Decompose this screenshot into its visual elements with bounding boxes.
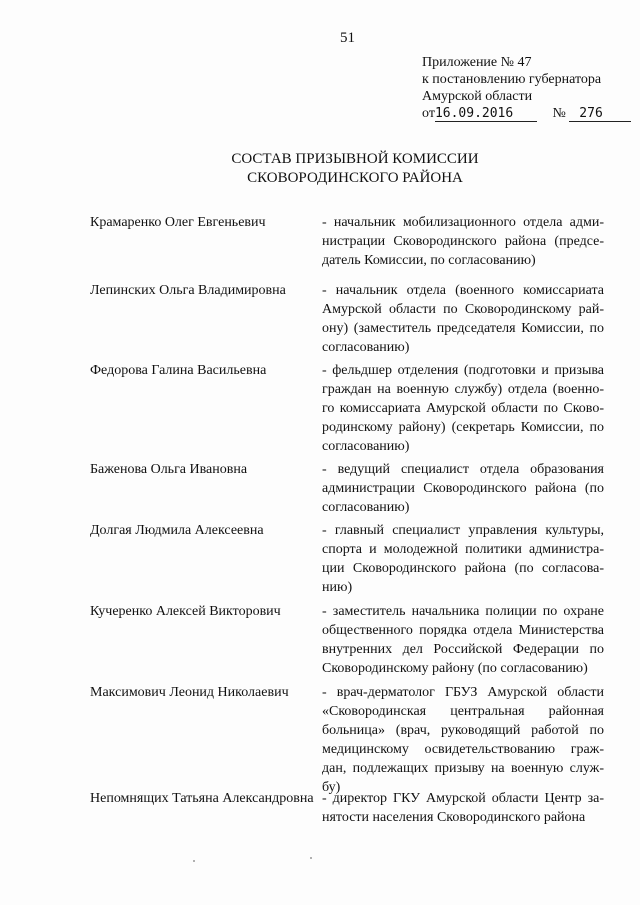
- member-role-line: «Сковородинская центральная районная: [322, 704, 604, 719]
- member-role-line: - начальник мобилизационного отдела адми-: [322, 215, 604, 230]
- member-name: Лепинских Ольга Владимировна: [90, 283, 286, 298]
- member-role-line: дан, подлежащих призыву на военную служ-: [322, 761, 604, 776]
- member-role-line: датель Комиссии, по согласованию): [322, 253, 536, 268]
- member-role-line: ции Сковородинского района (по согласова-: [322, 561, 604, 576]
- appendix-date-number-line: [422, 105, 631, 123]
- member-role-line: нятости населения Сковородинского района: [322, 810, 586, 825]
- date-value: 16.09.2016: [435, 106, 537, 122]
- member-name: Максимович Леонид Николаевич: [90, 685, 289, 700]
- member-role: [322, 789, 604, 827]
- member-role-line: медицинскому освидетельствованию граж-: [322, 742, 604, 757]
- appendix-title: Приложение № 47: [422, 55, 532, 70]
- member-role-line: согласованию): [322, 500, 410, 515]
- appendix-region: Амурской области: [422, 89, 533, 104]
- member-name: Федорова Галина Васильевна: [90, 363, 267, 378]
- scan-speck: [193, 860, 195, 862]
- member-role-line: согласованию): [322, 340, 410, 355]
- scan-speck: [310, 857, 312, 859]
- member-role-line: - главный специалист управления культуры,: [322, 523, 604, 538]
- member-role-line: - ведущий специалист отдела образования: [322, 462, 604, 477]
- member-role-line: граждан на военную службу) отдела (военно-: [322, 382, 604, 397]
- member-role-line: спорта и молодежной политики администра-: [322, 542, 604, 557]
- document-title: [0, 150, 640, 188]
- member-role-line: - начальник отдела (военного комиссариата: [322, 283, 604, 298]
- member-role-line: родинскому району) (секретарь Комиссии, по: [322, 420, 604, 435]
- member-name: Непомнящих Татьяна Александровна: [90, 791, 314, 806]
- member-role-line: - фельдшер отделения (подготовки и призыва: [322, 363, 604, 378]
- member-role-line: - заместитель начальника полиции по охране: [322, 604, 604, 619]
- member-role-line: бу): [322, 780, 341, 795]
- member-role-line: ону) (заместитель председателя Комиссии, по: [322, 321, 604, 336]
- member-role-line: администрации Сковородинского района (по: [322, 481, 604, 496]
- member-role-line: го комиссариата Амурской области по Сково-: [322, 401, 604, 416]
- member-role: [322, 683, 604, 797]
- title-line-2: СКОВОРОДИНСКОГО РАЙОНА: [247, 170, 463, 186]
- member-role-line: Амурской области по Сковородинскому рай-: [322, 302, 604, 317]
- member-role-line: общественного порядка отдела Министерства: [322, 623, 604, 638]
- member-name: Долгая Людмила Алексеевна: [90, 523, 264, 538]
- member-role-line: нию): [322, 580, 353, 595]
- member-role: [322, 521, 604, 597]
- member-role-line: нистрации Сковородинского района (предсе-: [322, 234, 604, 249]
- member-role: [322, 281, 604, 357]
- member-role-line: Сковородинскому району (по согласованию): [322, 661, 588, 676]
- appendix-decree-reference: к постановлению губернатора: [422, 72, 602, 87]
- member-role-line: согласованию): [322, 439, 410, 454]
- member-role: [322, 361, 604, 456]
- member-name: Баженова Ольга Ивановна: [90, 462, 248, 477]
- member-role-line: - директор ГКУ Амурской области Центр за-: [322, 791, 604, 806]
- member-name: Кучеренко Алексей Викторович: [90, 604, 281, 619]
- appendix-header: [422, 54, 631, 123]
- member-role-line: внутренних дел Российской Федерации по: [322, 642, 604, 657]
- number-prefix: №: [552, 106, 566, 121]
- member-role: [322, 213, 604, 270]
- member-role-line: - врач-дерматолог ГБУЗ Амурской области: [322, 685, 604, 700]
- title-line-1: СОСТАВ ПРИЗЫВНОЙ КОМИССИИ: [231, 151, 479, 167]
- page-number: 51: [340, 30, 355, 46]
- member-role-line: больница» (врач, руководящий работой по: [322, 723, 604, 738]
- member-name: Крамаренко Олег Евгеньевич: [90, 215, 266, 230]
- date-prefix: от: [422, 106, 435, 121]
- member-role: [322, 460, 604, 517]
- member-role: [322, 602, 604, 678]
- number-value: 276: [569, 106, 631, 122]
